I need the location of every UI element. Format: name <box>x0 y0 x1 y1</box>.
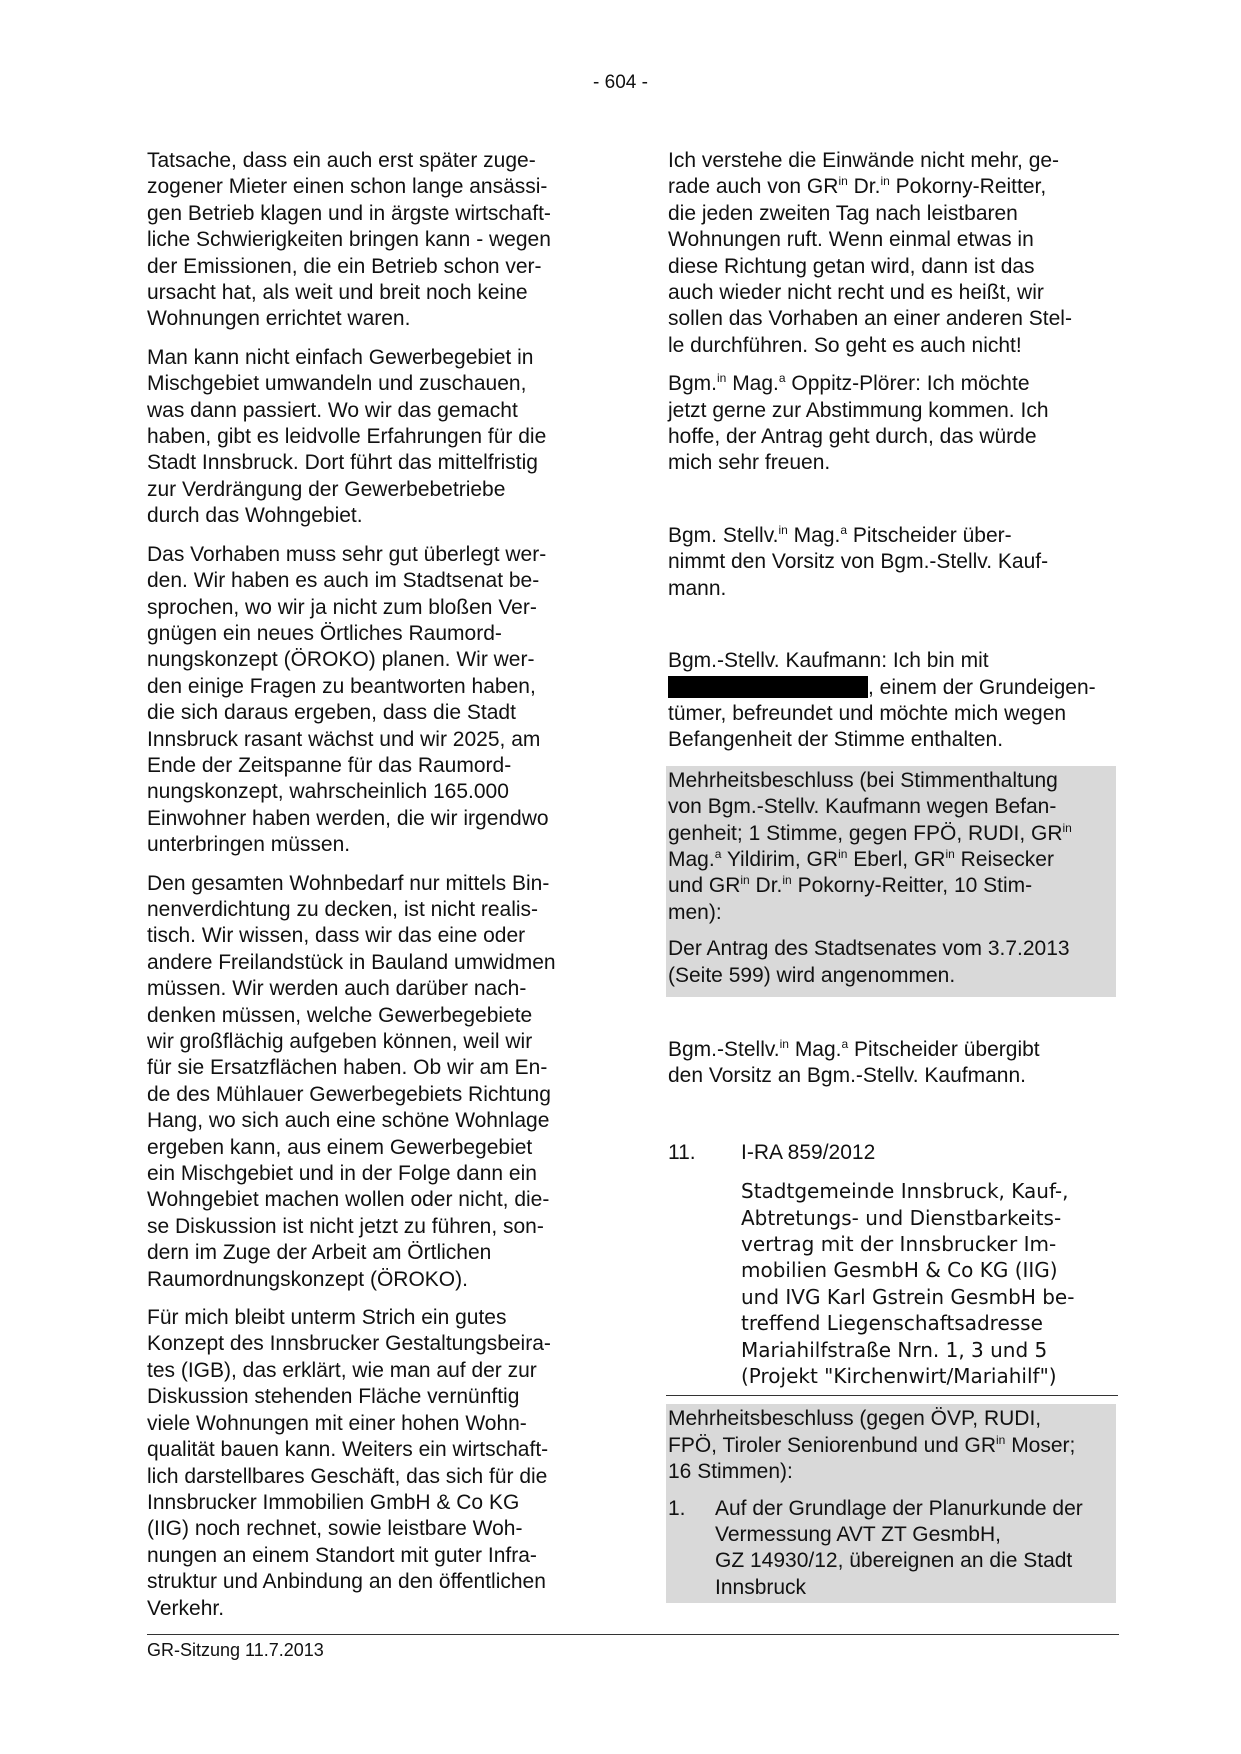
left-paragraph: Das Vorhaben muss sehr gut überlegt wer- den. Wir haben es auch im Stadtsenat be- sprochen, wo wir ja nicht zum bloßen Ver- gnügen ein neues Örtliches Raumord- nungskonzept (ÖROKO) planen. Wir wer- den einige Fragen zu beantworten haben, die sich daraus ergeben, dass die Stadt Innsbruck rasant wächst und wir 2025, am Ende der Zeitspanne für das Raumord- nungskonzept, wahrscheinlich 165.000 Einwohner haben werden, die wir irgendwo unterbringen müssen. <box>147 542 549 857</box>
redaction-bar <box>668 676 868 698</box>
page-number: - 604 - <box>593 72 648 93</box>
footer-session-date: GR-Sitzung 11.7.2013 <box>147 1640 324 1660</box>
agenda-divider <box>666 1395 1118 1396</box>
left-column <box>147 148 595 1634</box>
right-column <box>668 148 1116 1603</box>
agenda-item-reference: I-RA 859/2012 <box>741 1140 876 1164</box>
agenda-item-number: 11. <box>668 1140 696 1164</box>
resolution-list-item: 1. Auf der Grundlage der Planurkunde der Vermessung AVT ZT GesmbH, GZ 14930/12, übereignen an die Stadt Innsbruck <box>668 1496 1083 1599</box>
left-paragraph: Für mich bleibt unterm Strich ein gutes Konzept des Innsbrucker Gestaltungsbeira- tes (IGB), das erklärt, wie man auf der zur Diskussion stehenden Fläche vernünftig viele Wohnungen mit einer hohen Wohn- qualität bauen kann. Weiters ein wirtschaft- lich darstellbares Geschäft, das sich für die Innsbrucker Immobilien GmbH & Co KG (IIG) noch rechnet, sowie leistbare Woh- nungen an einem Standort mit guter Infra- struktur und Anbindung an den öffentlichen Verkehr. <box>147 1306 551 1620</box>
agenda-item <box>668 1140 1116 1166</box>
left-paragraph: Tatsache, dass ein auch erst später zuge- zogener Mieter einen schon lange ansässi- gen Betrieb klagen und in ärgste wirtschaft- liche Schwierigkeiten bringen kann - wegen der Emissionen, die ein Betrieb schon ver- ursacht hat, als weit und breit noch keine Wohnungen errichtet waren. <box>147 149 551 331</box>
resolution-box-2: Mehrheitsbeschluss (gegen ÖVP, RUDI, FPÖ, Tiroler Seniorenbund und $GR^{in}$ Moser; 16 Stimmen): 1. Auf der Grundlage der Planurkunde der Vermessung AVT ZT GesmbH, GZ 14930/12, übereignen an die Stadt Innsbruck <box>666 1404 1116 1603</box>
paragraph-vorsitz-uebergabe: Bgm.-Stellv.$^{in}$ Mag.$^a$ Pitscheider übergibt den Vorsitz an Bgm.-Stellv. Kaufmann. <box>668 1036 1040 1088</box>
footer-divider <box>147 1634 1119 1635</box>
paragraph-vorsitz-uebernahme: Bgm. Stellv.$^{in}$ Mag.$^a$ Pitscheider über- nimmt den Vorsitz von Bgm.-Stellv. Kauf- mann. <box>668 522 1049 600</box>
left-paragraph: Den gesamten Wohnbedarf nur mittels Bin- nenverdichtung zu decken, ist nicht realis- tisch. Wir wissen, dass wir das eine oder andere Freilandstück in Bauland umwidmen müssen. Wir werden auch darüber nach- denken müssen, welche Gewerbegebiete wir großflächig aufgeben können, weil wir für sie Ersatzflächen haben. Ob wir am En- de des Mühlauer Gewerbegebiets Richtung Hang, wo sich auch eine schöne Wohnlage ergeben kann, aus einem Gewerbegebiet ein Mischgebiet und in der Folge dann ein Wohngebiet machen wollen oder nicht, die- se Diskussion ist nicht jetzt zu führen, son- dern im Zuge der Arbeit am Örtlichen Raumordnungskonzept (ÖROKO). <box>147 871 556 1291</box>
paragraph-befangenheit: Bgm.-Stellv. Kaufmann: Ich bin mit , einem der Grundeigen- tümer, befreundet und möchte mich wegen Befangenheit der Stimme enthalten. <box>668 649 1096 752</box>
paragraph-oppitz-ploerer: Bgm.$^{in}$ Mag.$^a$ Oppitz-Plörer: Ich möchte jetzt gerne zur Abstimmung kommen. Ich hoffe, der Antrag geht durch, das würde mich sehr freuen. <box>668 371 1049 475</box>
left-paragraph: Man kann nicht einfach Gewerbegebiet in Mischgebiet umwandeln und zuschauen, was dann passiert. Wo wir das gemacht haben, gibt es leidvolle Erfahrungen für die Stadt Innsbruck. Dort führt das mittelfristig zur Verdrängung der Gewerbebetriebe durch das Wohngebiet. <box>147 345 547 528</box>
agenda-item-title: Stadtgemeinde Innsbruck, Kauf-, Abtretungs- und Dienstbarkeits- vertrag mit der Innsbrucker Im- mobilien GesmbH & Co KG (IIG) und IVG Karl Gstrein GesmbH be- treffend Liegenschaftsadresse Mariahilfstraße Nrn. 1, 3 und 5 (Projekt "Kirchenwirt/Mariahilf") <box>741 1179 1075 1389</box>
paragraph-einwaende: Ich verstehe die Einwände nicht mehr, ge- rade auch von $GR^{in}$ Dr.$^{in}$ Pokorny-Reitter, die jeden zweiten Tag nach leistbaren Wohnungen ruft. Wenn einmal etwas in diese Richtung getan wird, dann ist das auch wieder nicht recht und es heißt, wir sollen das Vorhaben an einer anderen Stel- le durchführen. So geht es auch nicht! <box>668 149 1072 357</box>
resolution-box-1: Mehrheitsbeschluss (bei Stimmenthaltung von Bgm.-Stellv. Kaufmann wegen Befan- genheit; 1 Stimme, gegen FPÖ, RUDI, $GR^{in}$ Mag.$^a$ Yildirim, $GR^{in}$ Eberl, $GR^{in}$ Reisecker und $GR^{in}$ Dr.$^{in}$ Pokorny-Reitter, 10 Stim- men): Der Antrag des Stadtsenates vom 3.7.2013 (Seite 599) wird angenommen. <box>666 766 1116 997</box>
